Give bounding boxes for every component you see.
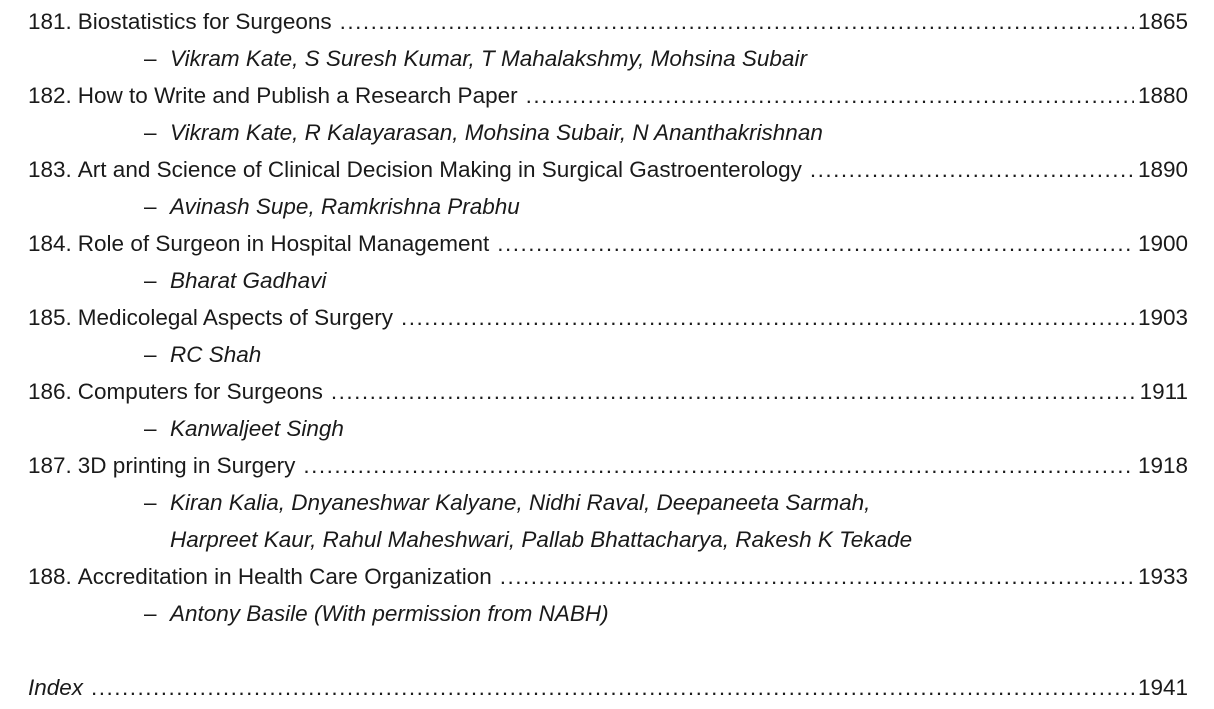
entry-authors-continued: Harpreet Kaur, Rahul Maheshwari, Pallab Bhattacharya, Rakesh K Tekade: [170, 527, 913, 552]
toc-entry-184[interactable]: [28, 229, 1188, 259]
index-page-number: 1941: [1137, 675, 1188, 700]
author-dash: –: [144, 46, 157, 71]
index-title: Index: [28, 675, 84, 700]
dot-leader: [303, 451, 1134, 481]
entry-title: Medicolegal Aspects of Surgery: [77, 305, 393, 330]
entry-authors: [144, 266, 326, 296]
entry-authors: [144, 488, 870, 518]
entry-authors: [144, 192, 520, 222]
entry-title: Role of Surgeon in Hospital Management: [77, 231, 490, 256]
entry-title: Art and Science of Clinical Decision Making in Surgical Gastroenterology: [77, 157, 802, 182]
entry-number: 182.: [28, 83, 72, 108]
toc-entry-182[interactable]: [28, 81, 1188, 111]
entry-page-number: 1865: [1137, 9, 1188, 34]
dot-leader: [526, 81, 1134, 111]
author-names: Bharat Gadhavi: [170, 268, 327, 293]
dot-leader: [331, 377, 1136, 407]
entry-number: 185.: [28, 305, 72, 330]
author-names: Avinash Supe, Ramkrishna Prabhu: [170, 194, 520, 219]
author-dash: –: [144, 120, 157, 145]
dot-leader: [91, 673, 1134, 703]
author-dash: –: [144, 194, 157, 219]
author-dash: –: [144, 601, 157, 626]
toc-entry-188[interactable]: [28, 562, 1188, 592]
entry-number: 181.: [28, 9, 72, 34]
author-names: Vikram Kate, S Suresh Kumar, T Mahalakshmy, Mohsina Subair: [170, 46, 807, 71]
entry-page-number: 1918: [1137, 453, 1188, 478]
entry-authors: [144, 44, 807, 74]
author-dash: –: [144, 268, 157, 293]
entry-number: 186.: [28, 379, 72, 404]
entry-page-number: 1890: [1137, 157, 1188, 182]
entry-title: Accreditation in Health Care Organization: [77, 564, 492, 589]
author-names: Antony Basile (With permission from NABH): [170, 601, 609, 626]
dot-leader: [497, 229, 1134, 259]
entry-title: Computers for Surgeons: [77, 379, 323, 404]
dot-leader: [340, 7, 1134, 37]
entry-page-number: 1880: [1137, 83, 1188, 108]
toc-entry-186[interactable]: [28, 377, 1188, 407]
dot-leader: [500, 562, 1134, 592]
entry-page-number: 1900: [1137, 231, 1188, 256]
author-dash: –: [144, 342, 157, 367]
entry-authors: [144, 599, 609, 629]
entry-authors: [144, 118, 823, 148]
entry-number: 187.: [28, 453, 72, 478]
entry-page-number: 1911: [1139, 379, 1188, 404]
dot-leader: [401, 303, 1134, 333]
entry-authors: [144, 414, 344, 444]
entry-page-number: 1903: [1137, 305, 1188, 330]
author-dash: –: [144, 490, 157, 515]
toc-entry-181[interactable]: [28, 7, 1188, 37]
author-names: Kiran Kalia, Dnyaneshwar Kalyane, Nidhi Raval, Deepaneeta Sarmah,: [170, 490, 871, 515]
entry-title: Biostatistics for Surgeons: [77, 9, 332, 34]
toc-entry-index[interactable]: [28, 673, 1188, 703]
dot-leader: [810, 155, 1134, 185]
toc-entry-187[interactable]: [28, 451, 1188, 481]
author-names: RC Shah: [170, 342, 262, 367]
author-dash: –: [144, 416, 157, 441]
entry-page-number: 1933: [1137, 564, 1188, 589]
entry-authors: [144, 340, 261, 370]
entry-title: 3D printing in Surgery: [77, 453, 296, 478]
entry-number: 183.: [28, 157, 72, 182]
author-names: Vikram Kate, R Kalayarasan, Mohsina Subair, N Ananthakrishnan: [170, 120, 823, 145]
toc-entry-185[interactable]: [28, 303, 1188, 333]
entry-number: 184.: [28, 231, 72, 256]
toc-entry-183[interactable]: [28, 155, 1188, 185]
entry-number: 188.: [28, 564, 72, 589]
entry-title: How to Write and Publish a Research Paper: [77, 83, 518, 108]
author-names: Kanwaljeet Singh: [170, 416, 344, 441]
